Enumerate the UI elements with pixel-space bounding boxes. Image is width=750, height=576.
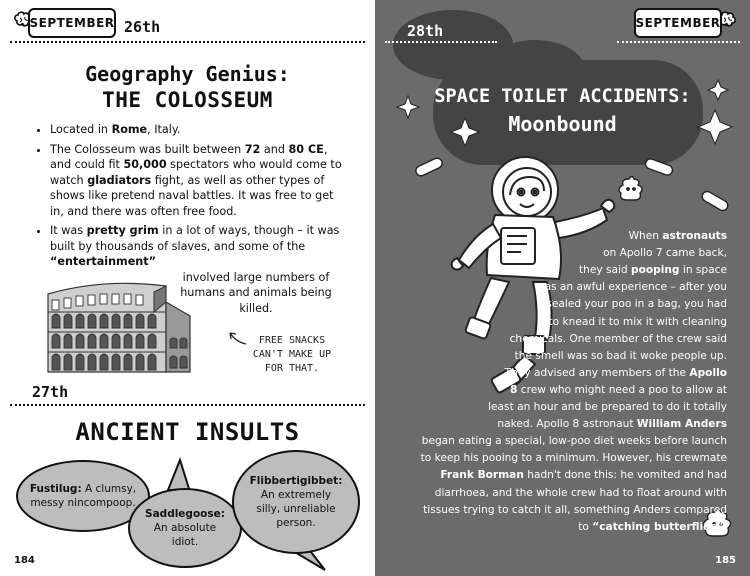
story-line: to knead it to mix it with cleaning [548, 315, 727, 328]
story-line: 8 crew who might need a poo to allow at [510, 383, 727, 396]
story-line: sealed your poo in a bag, you had [546, 298, 727, 311]
page-number: 184 [14, 555, 35, 566]
story-line: the smell was so bad it woke people up. [514, 349, 727, 362]
story-line: naked. Apollo 8 astronaut William Anders [497, 418, 727, 431]
dotted-divider [10, 41, 365, 43]
handwritten-caption: FREE SNACKS CAN'T MAKE UP FOR THAT. [252, 335, 332, 374]
speech-bubble-fustilug: Fustilug: A clumsy, messy nincompoop. [16, 460, 150, 532]
pill-icon [414, 157, 444, 178]
story-line: diarrhoea, and the whole crew had to float around with [434, 486, 727, 499]
section-title: ANCIENT INSULTS [75, 418, 300, 446]
story-line: they said pooping in space [578, 264, 727, 277]
arrow-icon [226, 330, 248, 346]
page-number: 185 [715, 555, 736, 566]
story-line: was an awful experience – after you [535, 281, 727, 294]
page-subtitle: Moonbound [508, 112, 617, 136]
page-title: Geography Genius: [85, 62, 290, 86]
date-label: 28th [407, 22, 444, 40]
page-title: SPACE TOILET ACCIDENTS: [434, 86, 691, 107]
speech-bubble-flibbertigibbet: Flibbertigibbet: An extremely silly, unreliable person. [232, 450, 360, 554]
fact-item: • It was pretty grim in a lot of ways, though – it was built by thousands of slaves, and some of the “entertainment” involved large numbers of humans and animals being killed. [50, 223, 350, 316]
story-line: least an hour and be prepared to do it totally [488, 401, 727, 413]
story-line: When astronauts [628, 230, 727, 242]
poo-icon [619, 177, 642, 201]
page-subtitle: THE COLOSSEUM [102, 88, 273, 112]
fact-item: • The Colosseum was built between 72 and 80 CE, and could fit 50,000 spectators who would come to watch gladiators fight, as well as other types of shows like pretend naval battles. It was free to get in, and there was often free food. [50, 142, 350, 220]
pill-icon [644, 158, 674, 177]
sparkle-icon [708, 80, 728, 100]
story-line: chemicals. One member of the crew said [509, 332, 727, 345]
speech-bubble-saddlegoose: Saddlegoose: An absolute idiot. [128, 488, 242, 568]
sparkle-icon [397, 96, 419, 118]
date-label: 26th [124, 18, 161, 36]
colosseum-illustration [44, 272, 194, 376]
story-line: to keep his pooing to a minimum. However, his crewmate [420, 452, 727, 465]
dotted-divider [10, 404, 365, 406]
story-line: on Apollo 7 came back, [603, 247, 727, 260]
sparkle-icon [451, 118, 479, 146]
story-text [375, 228, 727, 533]
story-line: tissues trying to catch it all, something Anders compared [423, 503, 727, 516]
date-label: 27th [32, 383, 69, 401]
month-tab: SEPTEMBER [28, 8, 116, 38]
right-page [375, 0, 750, 576]
pill-icon [700, 190, 729, 213]
sparkle-icon [698, 110, 732, 144]
story-line: Frank Borman hadn't done this: he vomited and had [440, 469, 727, 482]
story-line: They advised any members of the Apollo [504, 366, 727, 379]
story-line: began eating a special, low-poo diet weeks before launch [421, 435, 727, 448]
story-line: to “catching butterflies”. [578, 520, 727, 533]
month-tab: SEPTEMBER [634, 8, 722, 38]
fact-item: • Located in Rome, Italy. [50, 122, 350, 138]
